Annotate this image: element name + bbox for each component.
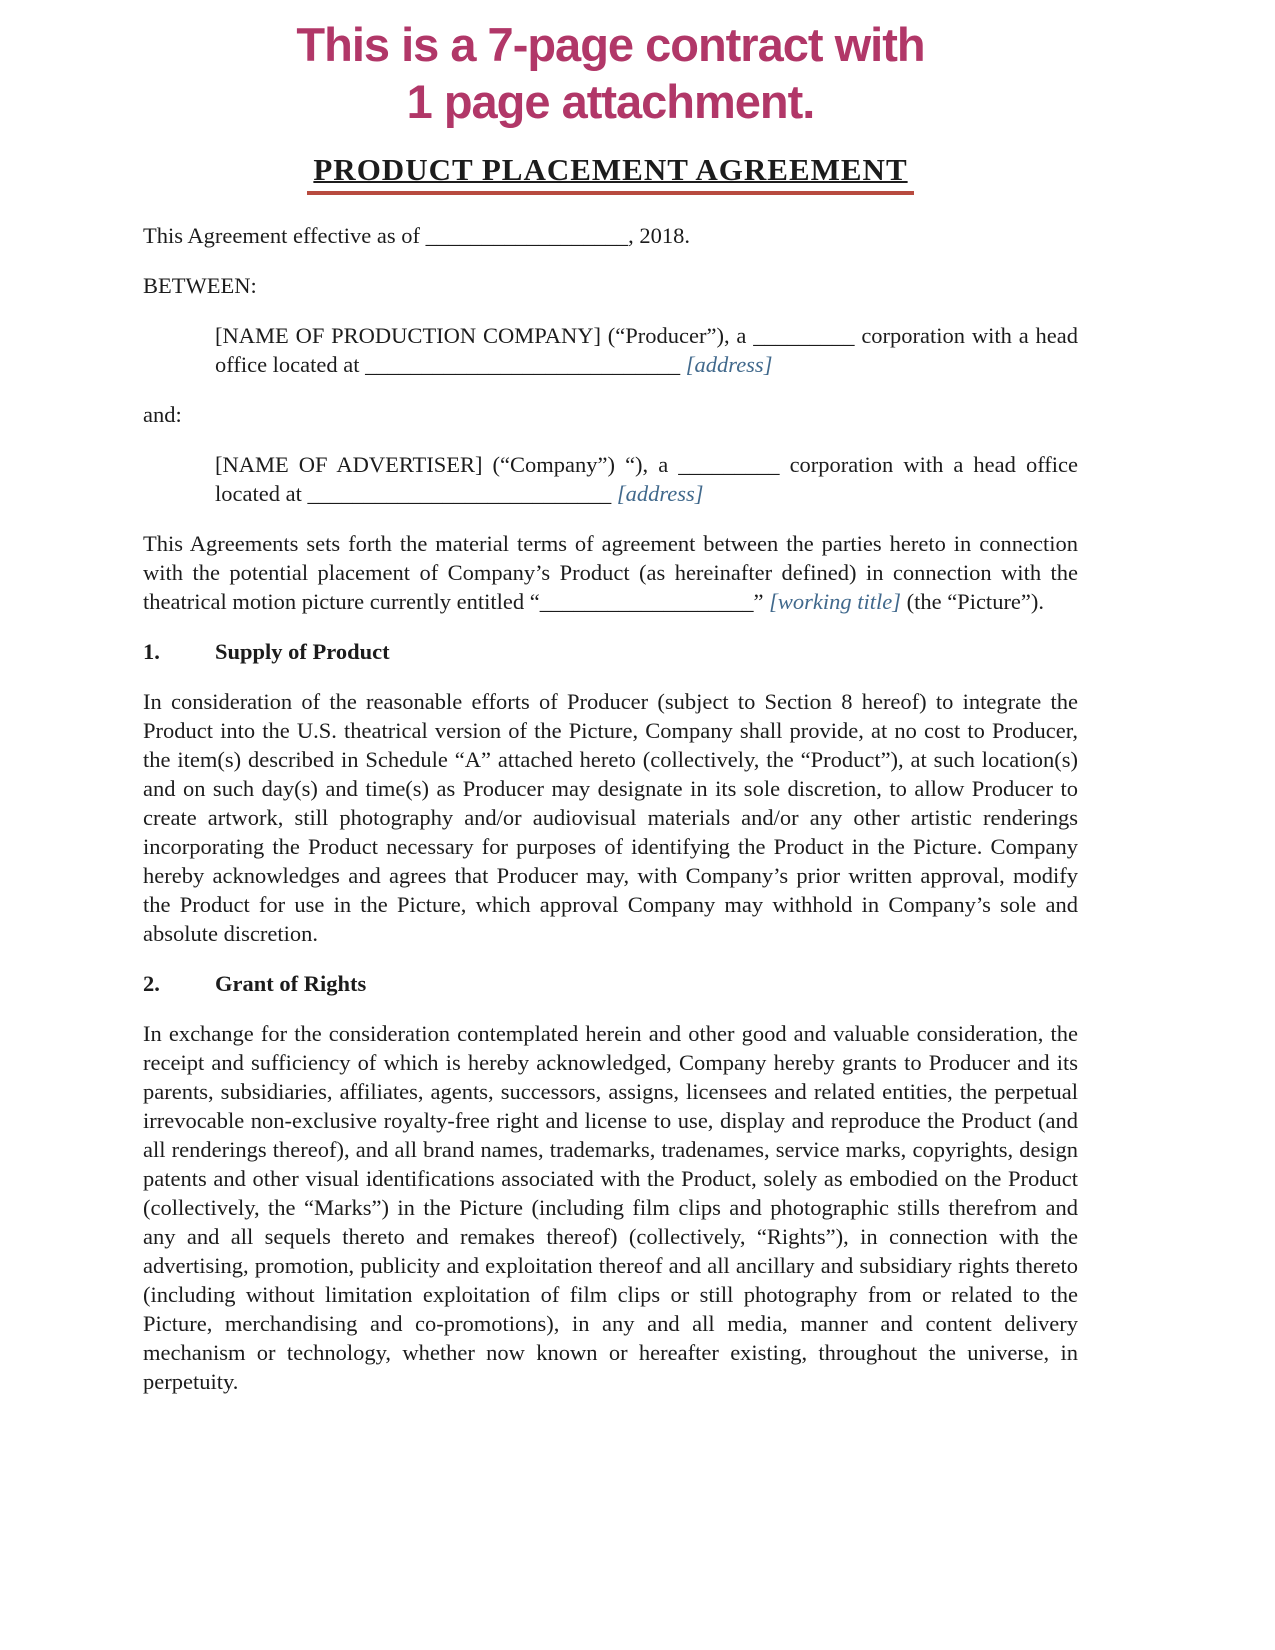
banner-note [143,16,1078,130]
effective-date-line: This Agreement effective as of __________________, 2018. [143,223,690,248]
party-advertiser [215,450,1078,508]
recitals-text-2: (the “Picture”). [900,589,1045,614]
working-title-placeholder: [working title] [769,589,901,614]
party-advertiser-text: [NAME OF ADVERTISER] (“Company”) “), a _________ corporation with a head office located at ___________________________ [215,452,1078,506]
section-1-title: Supply of Product [215,639,390,664]
document-title [143,152,1078,195]
section-2-number: 2. [143,971,160,996]
section-1-number: 1. [143,639,160,664]
banner-line-1: This is a 7-page contract with [296,18,925,71]
title-wrap [143,152,1078,195]
recitals-paragraph [143,529,1078,616]
document-title-text: PRODUCT PLACEMENT AGREEMENT [307,152,913,195]
address-placeholder-advertiser: [address] [616,481,704,506]
recitals-text-1: This Agreements sets forth the material terms of agreement between the parties hereto in connection with the potential placement of Company’s Product (as hereinafter defined) in connection with the theatrical motion picture currently entitled “___________________” [143,531,1078,614]
and-label: and: [143,402,182,427]
section-2-heading [143,969,1078,998]
party-producer [215,321,1078,379]
section-2-body: In exchange for the consideration contemplated herein and other good and valuable consideration, the receipt and sufficiency of which is hereby acknowledged, Company hereby grants to Producer and its parents, subsidiaries, affiliates, agents, successors, assigns, licensees and related entities, the perpetual irrevocable non-exclusive royalty-free right and license to use, display and reproduce the Product (and all renderings thereof), and all brand names, trademarks, tradenames, service marks, copyrights, design patents and other visual identifications associated with the Product, solely as embodied on the Product (collectively, the “Marks”) in the Picture (including film clips and photographic stills therefrom and any and all sequels thereto and remakes thereof) (collectively, “Rights”), in connection with the advertising, promotion, publicity and exploitation thereof and all ancillary and subsidiary rights thereto (including without limitation exploitation of film clips or still photography from or related to the Picture, merchandising and co-promotions), in any and all media, manner and content delivery mechanism or technology, whether now known or hereafter existing, throughout the universe, in perpetuity. [143,1021,1078,1394]
section-1-body: In consideration of the reasonable efforts of Producer (subject to Section 8 hereof) to integrate the Product into the U.S. theatrical version of the Picture, Company shall provide, at no cost to Producer, the item(s) described in Schedule “A” attached hereto (collectively, the “Product”), at such location(s) and on such day(s) and time(s) as Producer may designate in its sole discretion, to allow Producer to create artwork, still photography and/or audiovisual materials and/or any other artistic renderings incorporating the Product necessary for purposes of identifying the Product in the Picture. Company hereby acknowledges and agrees that Producer may, with Company’s prior written approval, modify the Product for use in the Picture, which approval Company may withhold in Company’s sole and absolute discretion. [143,689,1078,946]
banner-line-2: 1 page attachment. [406,75,815,128]
party-producer-text: [NAME OF PRODUCTION COMPANY] (“Producer”), a _________ corporation with a head office located at ____________________________ [215,323,1078,377]
section-1 [143,637,1078,948]
section-2 [143,969,1078,1396]
section-2-title: Grant of Rights [215,971,367,996]
address-placeholder-producer: [address] [685,352,773,377]
section-1-heading [143,637,1078,666]
between-label: BETWEEN: [143,273,257,298]
